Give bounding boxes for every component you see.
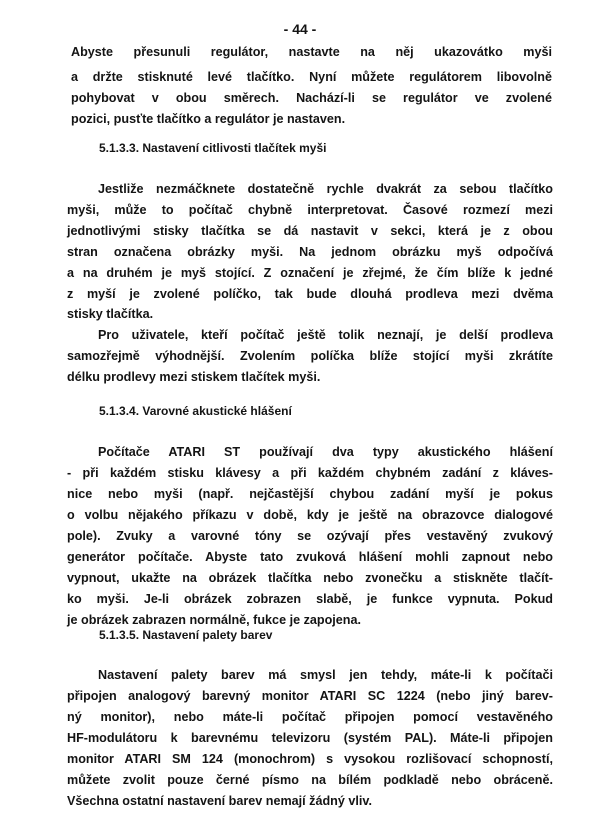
text-line: myši, může to počítač chybně interpretovat. Časové rozmezí mezi bbox=[67, 203, 553, 217]
page-number: - 44 - bbox=[283, 21, 317, 37]
text-line: nice nebo myši (např. nejčastější chybou zadání myší je pokus bbox=[67, 487, 553, 501]
text-line: a na druhém je myš stojící. Z označení je zřejmé, že čím blíže k jedné bbox=[67, 266, 553, 280]
text-line: Počítače ATARI ST používají dva typy akustického hlášení bbox=[98, 445, 553, 459]
text-line: o volbu nějakého příkazu v době, kdy je ještě na obrazovce dialogové bbox=[67, 508, 553, 522]
text-line: můžete zvolit pouze černé písmo na bílém podkladě nebo obráceně. bbox=[67, 773, 553, 787]
text-line: samozřejmě výhodnější. Zvolením políčka blíže stojící myši zkrátíte bbox=[67, 349, 553, 363]
text-line: pole). Zvuky a varovné tóny se ozývají přes vestavěný zvukový bbox=[67, 529, 553, 543]
text-line: Pro uživatele, kteří počítač ještě tolik neznají, je delší prodleva bbox=[98, 328, 553, 342]
text-line: Všechna ostatní nastavení barev nemají žádný vliv. bbox=[67, 794, 372, 808]
text-line: Jestliže nezmáčknete dostatečně rychle dvakrát za sebou tlačítko bbox=[98, 182, 553, 196]
text-line: stran označena obrázky myši. Na jednom obrázku myš odpočívá bbox=[67, 245, 553, 259]
text-line: a držte stisknuté levé tlačítko. Nyní můžete regulátorem libovolně bbox=[71, 70, 552, 84]
text-line: stisky tlačítka. bbox=[67, 307, 154, 321]
text-line: Nastavení palety barev má smysl jen tehdy, máte-li k počítači bbox=[98, 668, 553, 682]
text-line: z myší je zvolené políčko, tak bude dlouhá prodleva mezi dvěma bbox=[67, 287, 553, 301]
text-line: pohybovat v obou směrech. Nachází-li se regulátor ve zvolené bbox=[71, 91, 552, 105]
section-heading: 5.1.3.3. Nastavení citlivosti tlačítek myši bbox=[99, 141, 327, 155]
text-line: - při každém stisku klávesy a při každém chybném zadání z kláves- bbox=[67, 466, 553, 480]
section-heading: 5.1.3.4. Varovné akustické hlášení bbox=[99, 404, 292, 418]
text-line: Abyste přesunuli regulátor, nastavte na něj ukazovátko myši bbox=[71, 45, 552, 59]
text-line: HF-modulátoru k barevnému televizoru (systém PAL). Máte-li připojen bbox=[67, 731, 553, 745]
text-line: jednotlivými stisky tlačítka se dá nastavit v sekci, která je z obou bbox=[67, 224, 553, 238]
text-line: pozici, pusťte tlačítko a regulátor je nastaven. bbox=[71, 112, 346, 126]
section-heading: 5.1.3.5. Nastavení palety barev bbox=[99, 628, 273, 642]
text-line: generátor počítače. Abyste tato zvuková hlášení mohli zapnout nebo bbox=[67, 550, 553, 564]
text-line: ný monitor), nebo máte-li počítač připojen pomocí vestavěného bbox=[67, 710, 553, 724]
text-line: vypnout, ukažte na obrázek tlačítka nebo zvonečku a stiskněte tlačít- bbox=[67, 571, 553, 585]
text-line: připojen analogový barevný monitor ATARI SC 1224 (nebo jiný barev- bbox=[67, 689, 553, 703]
text-line: ko myši. Je-li obrázek zobrazen slabě, je funkce vypnuta. Pokud bbox=[67, 592, 553, 606]
text-line: délku prodlevy mezi stiskem tlačítek myši. bbox=[67, 370, 321, 384]
text-line: je obrázek zabrazen normálně, fukce je zapojena. bbox=[67, 613, 361, 627]
text-line: monitor ATARI SM 124 (monochrom) s vysokou rozlišovací schopností, bbox=[67, 752, 553, 766]
